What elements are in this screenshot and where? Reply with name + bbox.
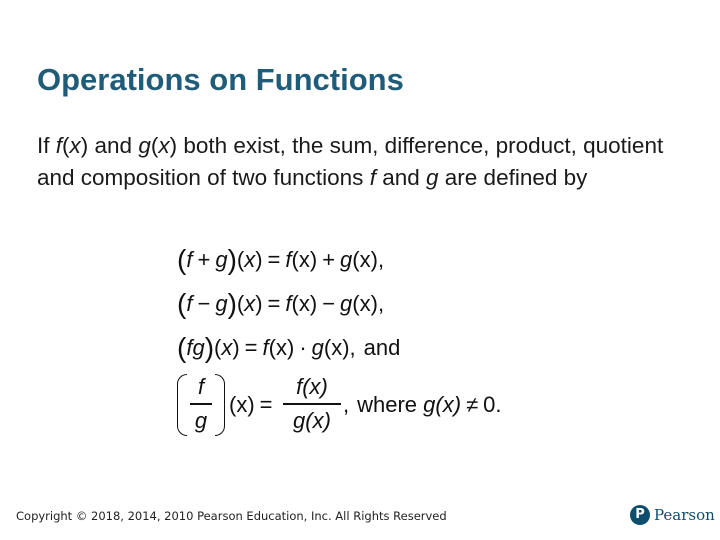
equation-difference: (f − g)(x) = f(x) − g(x),	[177, 288, 385, 319]
quotient-lhs-arg: (x) =	[229, 392, 273, 417]
right-paren	[215, 374, 225, 436]
fraction-f-over-g: f g	[190, 374, 212, 434]
pearson-wordmark: Pearson	[654, 506, 715, 524]
equation-sum: (f + g)(x) = f(x) + g(x),	[177, 244, 385, 275]
pearson-p-icon: P	[630, 505, 650, 525]
left-paren	[177, 374, 187, 436]
copyright-notice: Copyright © 2018, 2014, 2010 Pearson Education, Inc. All Rights Reserved	[16, 509, 447, 523]
fraction-fx-over-gx: f(x) g(x)	[283, 374, 341, 434]
equation-product: (fg)(x) = f(x) · g(x), and	[177, 332, 401, 363]
quotient-condition: , where g(x) ≠ 0.	[343, 392, 502, 417]
intro-paragraph: If f(x) and g(x) both exist, the sum, difference, product, quotient and composition of two functions f and g are defined by	[37, 133, 664, 190]
slide-title: Operations on Functions	[37, 62, 404, 97]
pearson-logo	[630, 505, 715, 525]
